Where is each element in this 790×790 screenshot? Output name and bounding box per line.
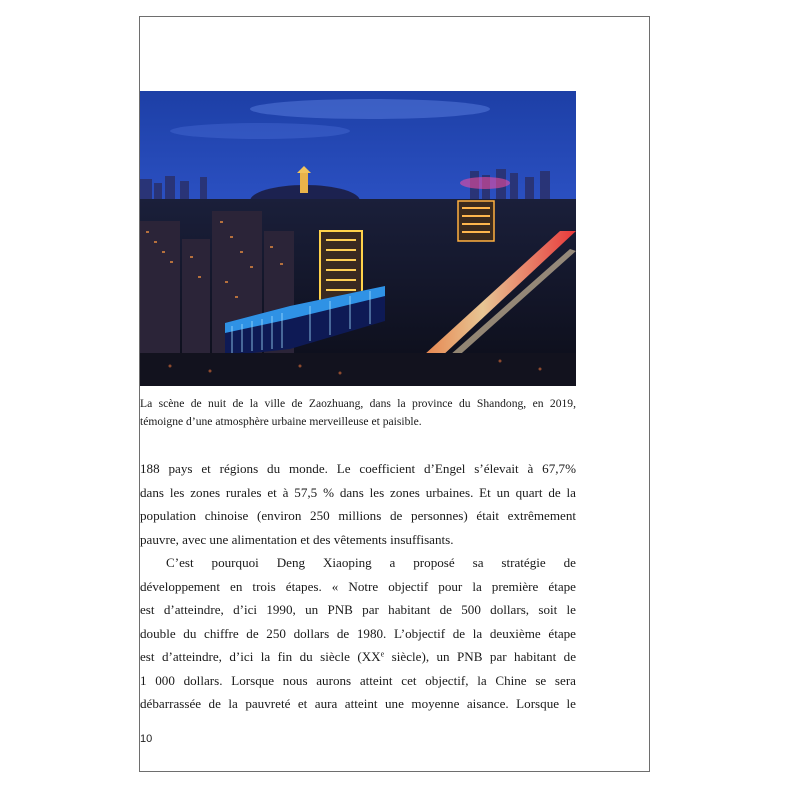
city-night-photo bbox=[140, 91, 576, 386]
text-line: C’est pourquoi Deng Xiaoping a proposé sa stratégie de bbox=[166, 555, 576, 570]
page-number: 10 bbox=[140, 733, 153, 745]
superscript: e bbox=[380, 649, 385, 659]
text-line: double du chiffre de 250 dollars de 1980. L’objectif de la deuxième étape bbox=[140, 625, 576, 641]
book-page bbox=[139, 16, 650, 772]
text-line: dans les zones rurales et à 57,5 % dans les zones urbaines. Et un quart de la bbox=[140, 484, 576, 500]
photo-caption bbox=[140, 395, 576, 431]
caption-line-1: La scène de nuit de la ville de Zaozhuang, dans la province du Shandong, en 2019, bbox=[140, 397, 576, 410]
text-line: 188 pays et régions du monde. Le coefficient d’Engel s’élevait à 67,7% bbox=[140, 461, 576, 476]
text-line bbox=[140, 645, 576, 669]
text-line: pauvre, avec une alimentation et des vêtements insuffisants. bbox=[140, 531, 454, 547]
body-text bbox=[140, 457, 576, 716]
paragraph-1 bbox=[140, 457, 576, 551]
photo-illustration bbox=[140, 91, 576, 386]
text-line: population chinoise (environ 250 millions de personnes) était extrêmement bbox=[140, 508, 576, 523]
text-line: 1 000 dollars. Lorsque nous aurons atteint cet objectif, la Chine se sera bbox=[140, 672, 576, 688]
text-line: débarrassée de la pauvreté et aura atteint une moyenne aisance. Lorsque le bbox=[140, 696, 576, 711]
caption-line-2: témoigne d’une atmosphère urbaine merveilleuse et paisible. bbox=[140, 415, 422, 428]
text-line-part: siècle), un PNB par habitant de bbox=[384, 649, 577, 664]
paragraph-2 bbox=[140, 551, 576, 716]
text-line-part: est d’atteindre, d’ici la fin du siècle (XX bbox=[140, 649, 381, 664]
text-line: est d’atteindre, d’ici 1990, un PNB par habitant de 500 dollars, soit le bbox=[140, 602, 576, 617]
text-line: développement en trois étapes. « Notre objectif pour la première étape bbox=[140, 578, 576, 594]
